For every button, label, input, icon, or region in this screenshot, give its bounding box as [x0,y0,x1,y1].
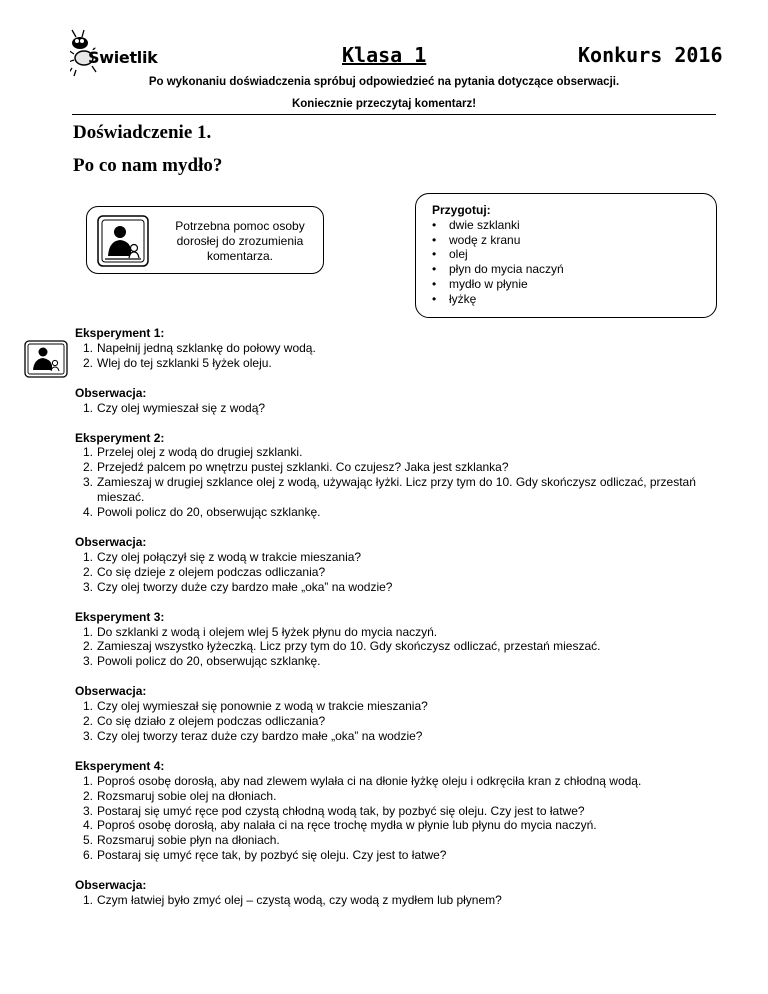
step-text: Czy olej wymieszał się z wodą? [97,400,266,415]
experiment-title: Doświadczenie 1. [73,122,212,143]
prepare-item: • mydło w płynie [432,277,564,292]
step-text: Rozsmaruj sobie olej na dłoniach. [97,788,277,803]
step-item [75,565,725,580]
section-title: Eksperyment 2: [75,430,165,445]
section-title: Eksperyment 4: [75,758,165,773]
step-list [75,893,725,908]
step-item [75,460,725,475]
contest-label: Konkurs 2016 [578,43,723,67]
step-list [75,699,725,744]
step-text: Powoli policz do 20, obserwując szklankę. [97,654,321,669]
step-item [75,475,725,505]
prepare-item: • łyżkę [432,292,564,307]
step-text: Czy olej tworzy teraz duże czy bardzo małe „oka” na wodzie? [97,728,423,743]
step-text: Powoli policz do 20, obserwując szklankę. [97,505,321,520]
step-text: Przelej olej z wodą do drugiej szklanki. [97,445,303,460]
section [75,684,725,744]
section-title: Eksperyment 3: [75,609,165,624]
step-text: Rozsmaruj sobie płyn na dłoniach. [97,833,280,848]
prepare-box [415,193,717,318]
experiment-content [75,326,725,923]
step-item [75,789,725,804]
step-item [75,804,725,819]
step-number: 2. [82,564,93,579]
step-item [75,893,725,908]
step-number: 1. [82,445,93,460]
adult-help-icon [24,340,68,378]
header-divider [72,114,716,115]
step-text: Poproś osobę dorosłą, aby nad zlewem wylała ci na dłonie łyżkę oleju i odkręciła kran z chłodną wodą. [97,773,642,788]
step-item [75,401,725,416]
logo-text: Świetlik [88,48,158,67]
step-item [75,639,725,654]
step-item [75,356,725,371]
step-list [75,341,725,371]
step-text: Czym łatwiej było zmyć olej – czystą wodą, czy wodą z mydłem lub płynem? [97,893,502,908]
adult-help-icon [97,215,149,267]
step-number: 1. [82,699,93,714]
step-text: Do szklanki z wodą i olejem wlej 5 łyżek płynu do mycia naczyń. [97,624,438,639]
step-item [75,505,725,520]
step-text: Postaraj się umyć ręce pod czystą chłodną wodą tak, by pozbyć się oleju. Czy jest to łatwe? [97,803,585,818]
step-list [75,445,725,520]
prepare-item: • olej [432,247,564,262]
instruction-text: Po wykonaniu doświadczenia spróbuj odpowiedzieć na pytania dotyczące obserwacji. [148,76,620,88]
comment-note: Koniecznie przeczytaj komentarz! [291,98,477,110]
step-list [75,625,725,670]
step-number: 2. [82,788,93,803]
step-number: 1. [82,773,93,788]
step-item [75,445,725,460]
step-number: 6. [82,848,93,863]
section-title: Obserwacja: [75,684,147,699]
step-item [75,714,725,729]
step-text: Zamieszaj wszystko łyżeczką. Licz przy tym do 10. Gdy skończysz odliczać, przestań mieszać. [97,639,601,654]
step-text: Poproś osobę dorosłą, aby nalała ci na ręce trochę mydła w płynie lub płynu do mycia naczyń. [97,818,597,833]
step-number: 3. [82,654,93,669]
step-number: 1. [82,893,93,908]
prepare-item: • płyn do mycia naczyń [432,262,564,277]
step-list [75,401,725,416]
step-text: Czy olej połączył się z wodą w trakcie mieszania? [97,549,362,564]
step-text: Zamieszaj w drugiej szklance olej z wodą, używając łyżki. Licz przy tym do 10. Gdy skończysz odliczać, przestań mieszać. [97,475,696,505]
step-text: Przejedź palcem po wnętrzu pustej szklanki. Co czujesz? Jaka jest szklanka? [97,460,509,475]
step-item [75,848,725,863]
section [75,431,725,520]
prepare-list [432,218,564,306]
step-item [75,729,725,744]
step-item [75,654,725,669]
prepare-item: • wodę z kranu [432,233,564,248]
step-number: 1. [82,549,93,564]
step-item [75,580,725,595]
step-number: 2. [82,460,93,475]
section [75,759,725,863]
step-number: 3. [82,475,93,490]
step-number: 3. [82,728,93,743]
section-title: Obserwacja: [75,534,147,549]
experiment-subtitle: Po co nam mydło? [73,155,223,176]
section [75,535,725,595]
step-number: 1. [82,400,93,415]
step-number: 1. [82,340,93,355]
step-text: Wlej do tej szklanki 5 łyżek oleju. [97,355,272,370]
help-text: Potrzebna pomoc osoby dorosłej do zrozumienia komentarza. [175,219,305,263]
step-item [75,341,725,356]
step-text: Co się dzieje z olejem podczas odliczania? [97,564,326,579]
prepare-item: • dwie szklanki [432,218,564,233]
step-list [75,774,725,863]
section [75,878,725,908]
step-item [75,625,725,640]
step-number: 1. [82,624,93,639]
step-number: 4. [82,818,93,833]
step-number: 2. [82,714,93,729]
section [75,386,725,416]
step-text: Czy olej tworzy duże czy bardzo małe „oka” na wodzie? [97,579,393,594]
section [75,610,725,670]
section [75,326,725,371]
step-text: Czy olej wymieszał się ponownie z wodą w trakcie mieszania? [97,699,428,714]
step-number: 3. [82,803,93,818]
step-item [75,550,725,565]
step-text: Napełnij jedną szklankę do połowy wodą. [97,340,316,355]
adult-help-box [86,206,324,274]
step-text: Co się działo z olejem podczas odliczania? [97,714,326,729]
step-number: 2. [82,639,93,654]
step-number: 3. [82,579,93,594]
section-title: Obserwacja: [75,878,147,893]
step-item [75,774,725,789]
step-list [75,550,725,595]
step-text: Postaraj się umyć ręce tak, by pozbyć się oleju. Czy jest to łatwe? [97,848,447,863]
swietlik-logo [70,28,180,78]
prepare-title: Przygotuj: [432,203,491,217]
step-item [75,818,725,833]
step-item [75,833,725,848]
step-item [75,699,725,714]
section-title: Obserwacja: [75,385,147,400]
step-number: 4. [82,505,93,520]
step-number: 5. [82,833,93,848]
section-title: Eksperyment 1: [75,326,165,340]
class-label: Klasa 1 [342,43,427,67]
step-number: 2. [82,355,93,370]
